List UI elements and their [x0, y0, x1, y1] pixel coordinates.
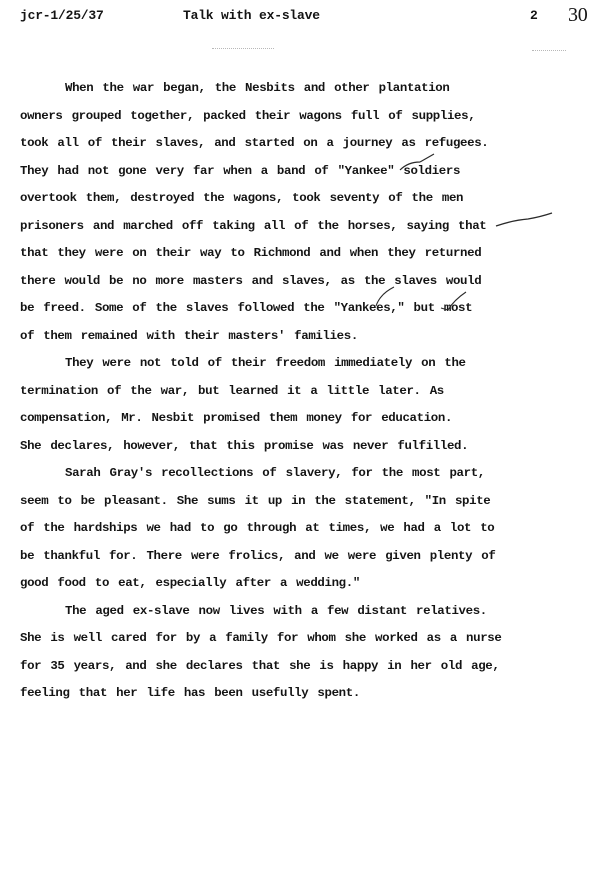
text-line: owners grouped together, packed their wagons full of supplies,: [20, 108, 476, 123]
text-line: seem to be pleasant. She sums it up in the statement, "In spite: [20, 493, 491, 508]
text-line: termination of the war, but learned it a little later. As: [20, 383, 444, 398]
file-code: jcr-1/25/37: [20, 8, 104, 23]
document-title: Talk with ex-slave: [183, 8, 320, 23]
text-line: She declares, however, that this promise was never fulfilled.: [20, 438, 469, 453]
text-line: They had not gone very far when a band of "Yankee" soldiers: [20, 163, 461, 178]
text-line: She is well cared for by a family for whom she worked as a nurse: [20, 631, 502, 645]
text-line: When the war began, the Nesbits and other plantation: [65, 81, 450, 95]
text-line: The aged ex-slave now lives with a few distant relatives.: [65, 603, 487, 618]
document-body: [20, 78, 580, 711]
pen-check-mark: [438, 290, 468, 312]
text-line: of them remained with their masters' families.: [20, 328, 358, 343]
pen-check-mark: [398, 152, 438, 176]
faint-stamp-mark: [532, 50, 566, 56]
folio-number: 30: [568, 4, 588, 26]
text-line: of the hardships we had to go through at times, we had a lot to: [20, 521, 495, 535]
pen-strikethrough-mark: [494, 210, 554, 232]
text-line: compensation, Mr. Nesbit promised them money for education.: [20, 411, 453, 425]
text-line: took all of their slaves, and started on a journey as refugees.: [20, 136, 489, 150]
text-line: there would be no more masters and slaves, as the slaves would: [20, 273, 482, 288]
text-line: for 35 years, and she declares that she is happy in her old age,: [20, 658, 500, 673]
text-line: feeling that her life has been usefully spent.: [20, 686, 360, 700]
text-line: Sarah Gray's recollections of slavery, for the most part,: [65, 466, 485, 480]
text-line: They were not told of their freedom immediately on the: [65, 356, 466, 370]
faint-stamp-mark: [212, 48, 274, 54]
text-line: that they were on their way to Richmond and when they returned: [20, 246, 482, 260]
text-line: be freed. Some of the slaves followed the "Yankees," but most: [20, 301, 473, 315]
text-line: good food to eat, especially after a wedding.": [20, 576, 360, 590]
text-line: be thankful for. There were frolics, and we were given plenty of: [20, 548, 496, 563]
page-number: 2: [530, 8, 538, 23]
pen-check-mark: [372, 284, 398, 308]
text-line: prisoners and marched off taking all of the horses, saying that: [20, 218, 487, 233]
text-line: overtook them, destroyed the wagons, took seventy of the men: [20, 191, 464, 205]
